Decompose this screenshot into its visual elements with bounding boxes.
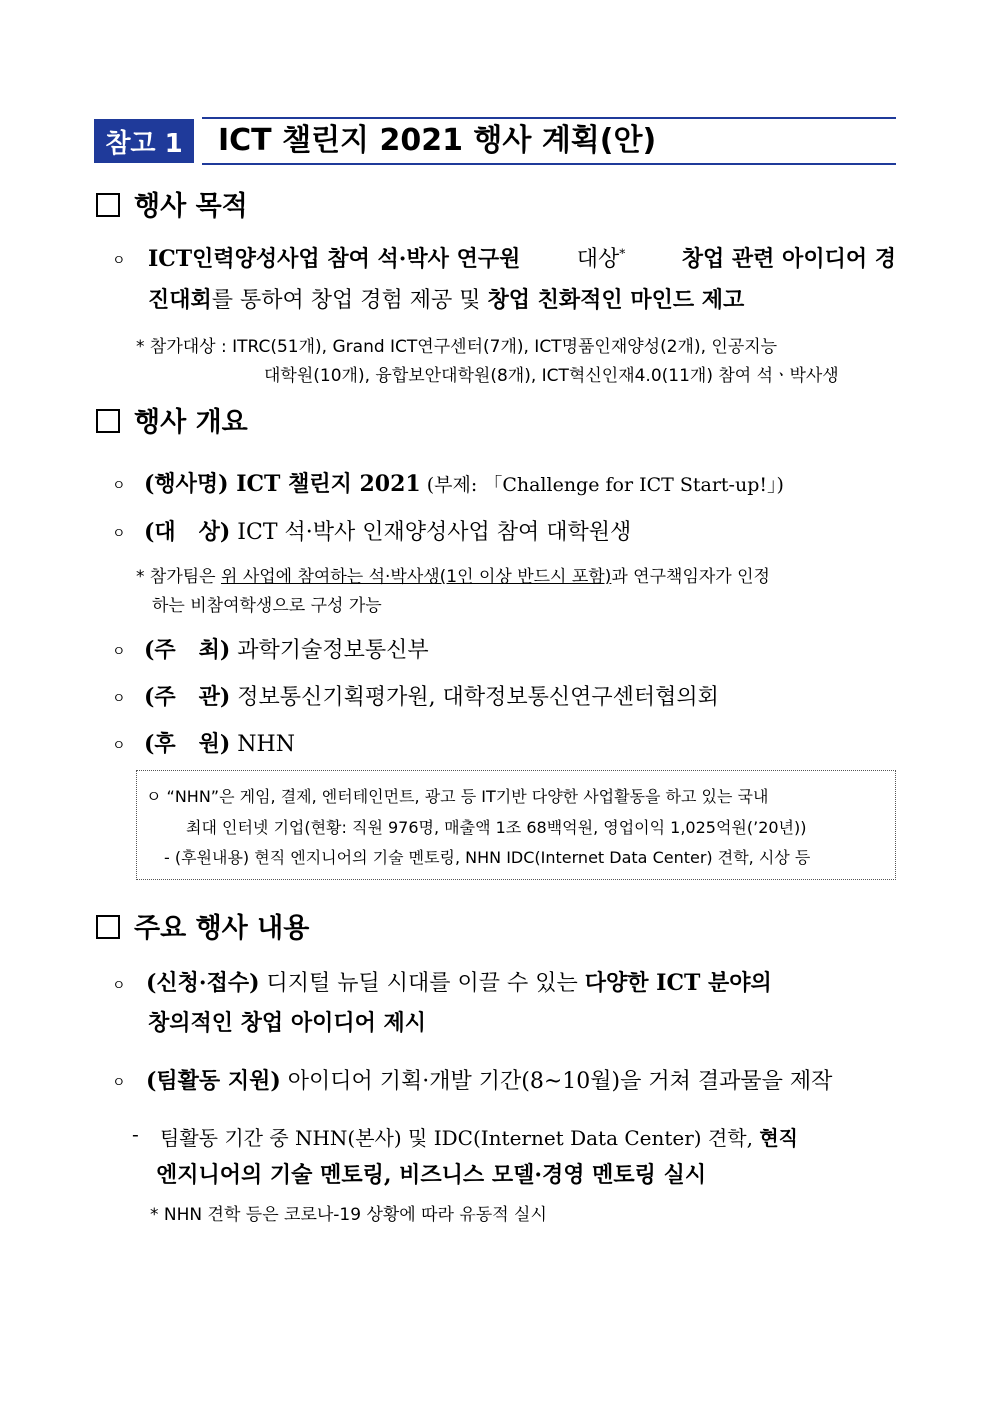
- bullet-circle-icon: ㅇ: [112, 691, 126, 707]
- checkbox-square-icon: [96, 193, 120, 217]
- purpose-line-1: [148, 242, 896, 273]
- bullet-circle-icon: ㅇ: [112, 526, 126, 542]
- application-item-line-1: (신청·접수) 디지털 뉴딜 시대를 이끌 수 있는 다양한 ICT 분야의: [146, 970, 772, 996]
- team-activity-line-2: 엔지니어의 기술 멘토링, 비즈니스 모델·경영 멘토링 실시: [156, 1162, 707, 1188]
- purpose-bold-text-2: 창업 관련 아이디어 경: [681, 246, 896, 272]
- bullet-circle-icon: ㅇ: [112, 478, 126, 494]
- application-item-line-2: 창의적인 창업 아이디어 제시: [148, 1010, 427, 1036]
- sponsor-info-line-1: ㅇ “NHN”은 게임, 결제, 엔터테인먼트, 광고 등 IT기반 다양한 사업활동을 하고 있는 국내: [146, 787, 769, 806]
- reference-badge: 참고 1: [94, 119, 194, 163]
- team-support-item: (팀활동 지원) 아이디어 기획·개발 기간(8~10월)을 거쳐 결과물을 제작: [146, 1068, 833, 1094]
- section-heading-purpose: 행사 목적: [96, 189, 248, 225]
- bullet-circle-icon: ㅇ: [112, 644, 126, 660]
- section-heading-main-content: 주요 행사 내용: [96, 911, 309, 947]
- team-note-line-1: * 참가팀은 위 사업에 참여하는 석·박사생(1인 이상 반드시 포함)과 연구책임자가 인정: [136, 567, 770, 587]
- checkbox-square-icon: [96, 915, 120, 939]
- bullet-circle-icon: ㅇ: [112, 738, 126, 754]
- checkbox-square-icon: [96, 409, 120, 433]
- team-note-line-2: 하는 비참여학생으로 구성 가능: [152, 596, 382, 616]
- section-heading-overview: 행사 개요: [96, 405, 248, 441]
- purpose-target-text: 대상*: [576, 246, 626, 272]
- sponsor-info-line-3: - (후원내용) 현직 엔지니어의 기술 멘토링, NHN IDC(Internet Data Center) 견학, 시상 등: [164, 848, 811, 867]
- team-activity-line-1: 팀활동 기간 중 NHN(본사) 및 IDC(Internet Data Center) 견학, 현직: [160, 1126, 798, 1150]
- host-item: (주 최) 과학기술정보통신부: [144, 637, 429, 663]
- participant-note-line-1: * 참가대상 : ITRC(51개), Grand ICT연구센터(7개), ICT명품인재양성(2개), 인공지능: [136, 337, 778, 357]
- page-title: ICT 챌린지 2021 행사 계획(안): [218, 123, 657, 158]
- bullet-circle-icon: ㅇ: [112, 1075, 126, 1091]
- sub-dash: -: [132, 1122, 139, 1146]
- title-bottom-rule: [202, 163, 896, 165]
- bullet-circle-icon: ㅇ: [112, 253, 126, 269]
- target-item: (대 상) ICT 석·박사 인재양성사업 참여 대학원생: [144, 519, 632, 545]
- purpose-bold-text: ICT인력양성사업 참여 석·박사 연구원: [148, 246, 521, 272]
- sponsor-item: (후 원) NHN: [144, 731, 295, 757]
- sponsor-info-line-2: 최대 인터넷 기업(현황: 직원 976명, 매출액 1조 68백억원, 영업이익 1,025억원(’20년)): [186, 818, 807, 837]
- organizer-item: (주 관) 정보통신기획평가원, 대학정보통신연구센터협의회: [144, 684, 719, 710]
- event-name-item: (행사명) ICT 챌린지 2021 (부제: 「Challenge for ICT Start-up!」): [144, 471, 784, 497]
- participant-note-line-2: 대학원(10개), 융합보안대학원(8개), ICT혁신인재4.0(11개) 참여 석ㆍ박사생: [264, 366, 839, 386]
- bullet-circle-icon: ㅇ: [112, 978, 126, 994]
- purpose-line-2: 진대회를 통하여 창업 경험 제공 및 창업 친화적인 마인드 제고: [148, 287, 745, 313]
- covid-note: * NHN 견학 등은 코로나-19 상황에 따라 유동적 실시: [150, 1205, 547, 1225]
